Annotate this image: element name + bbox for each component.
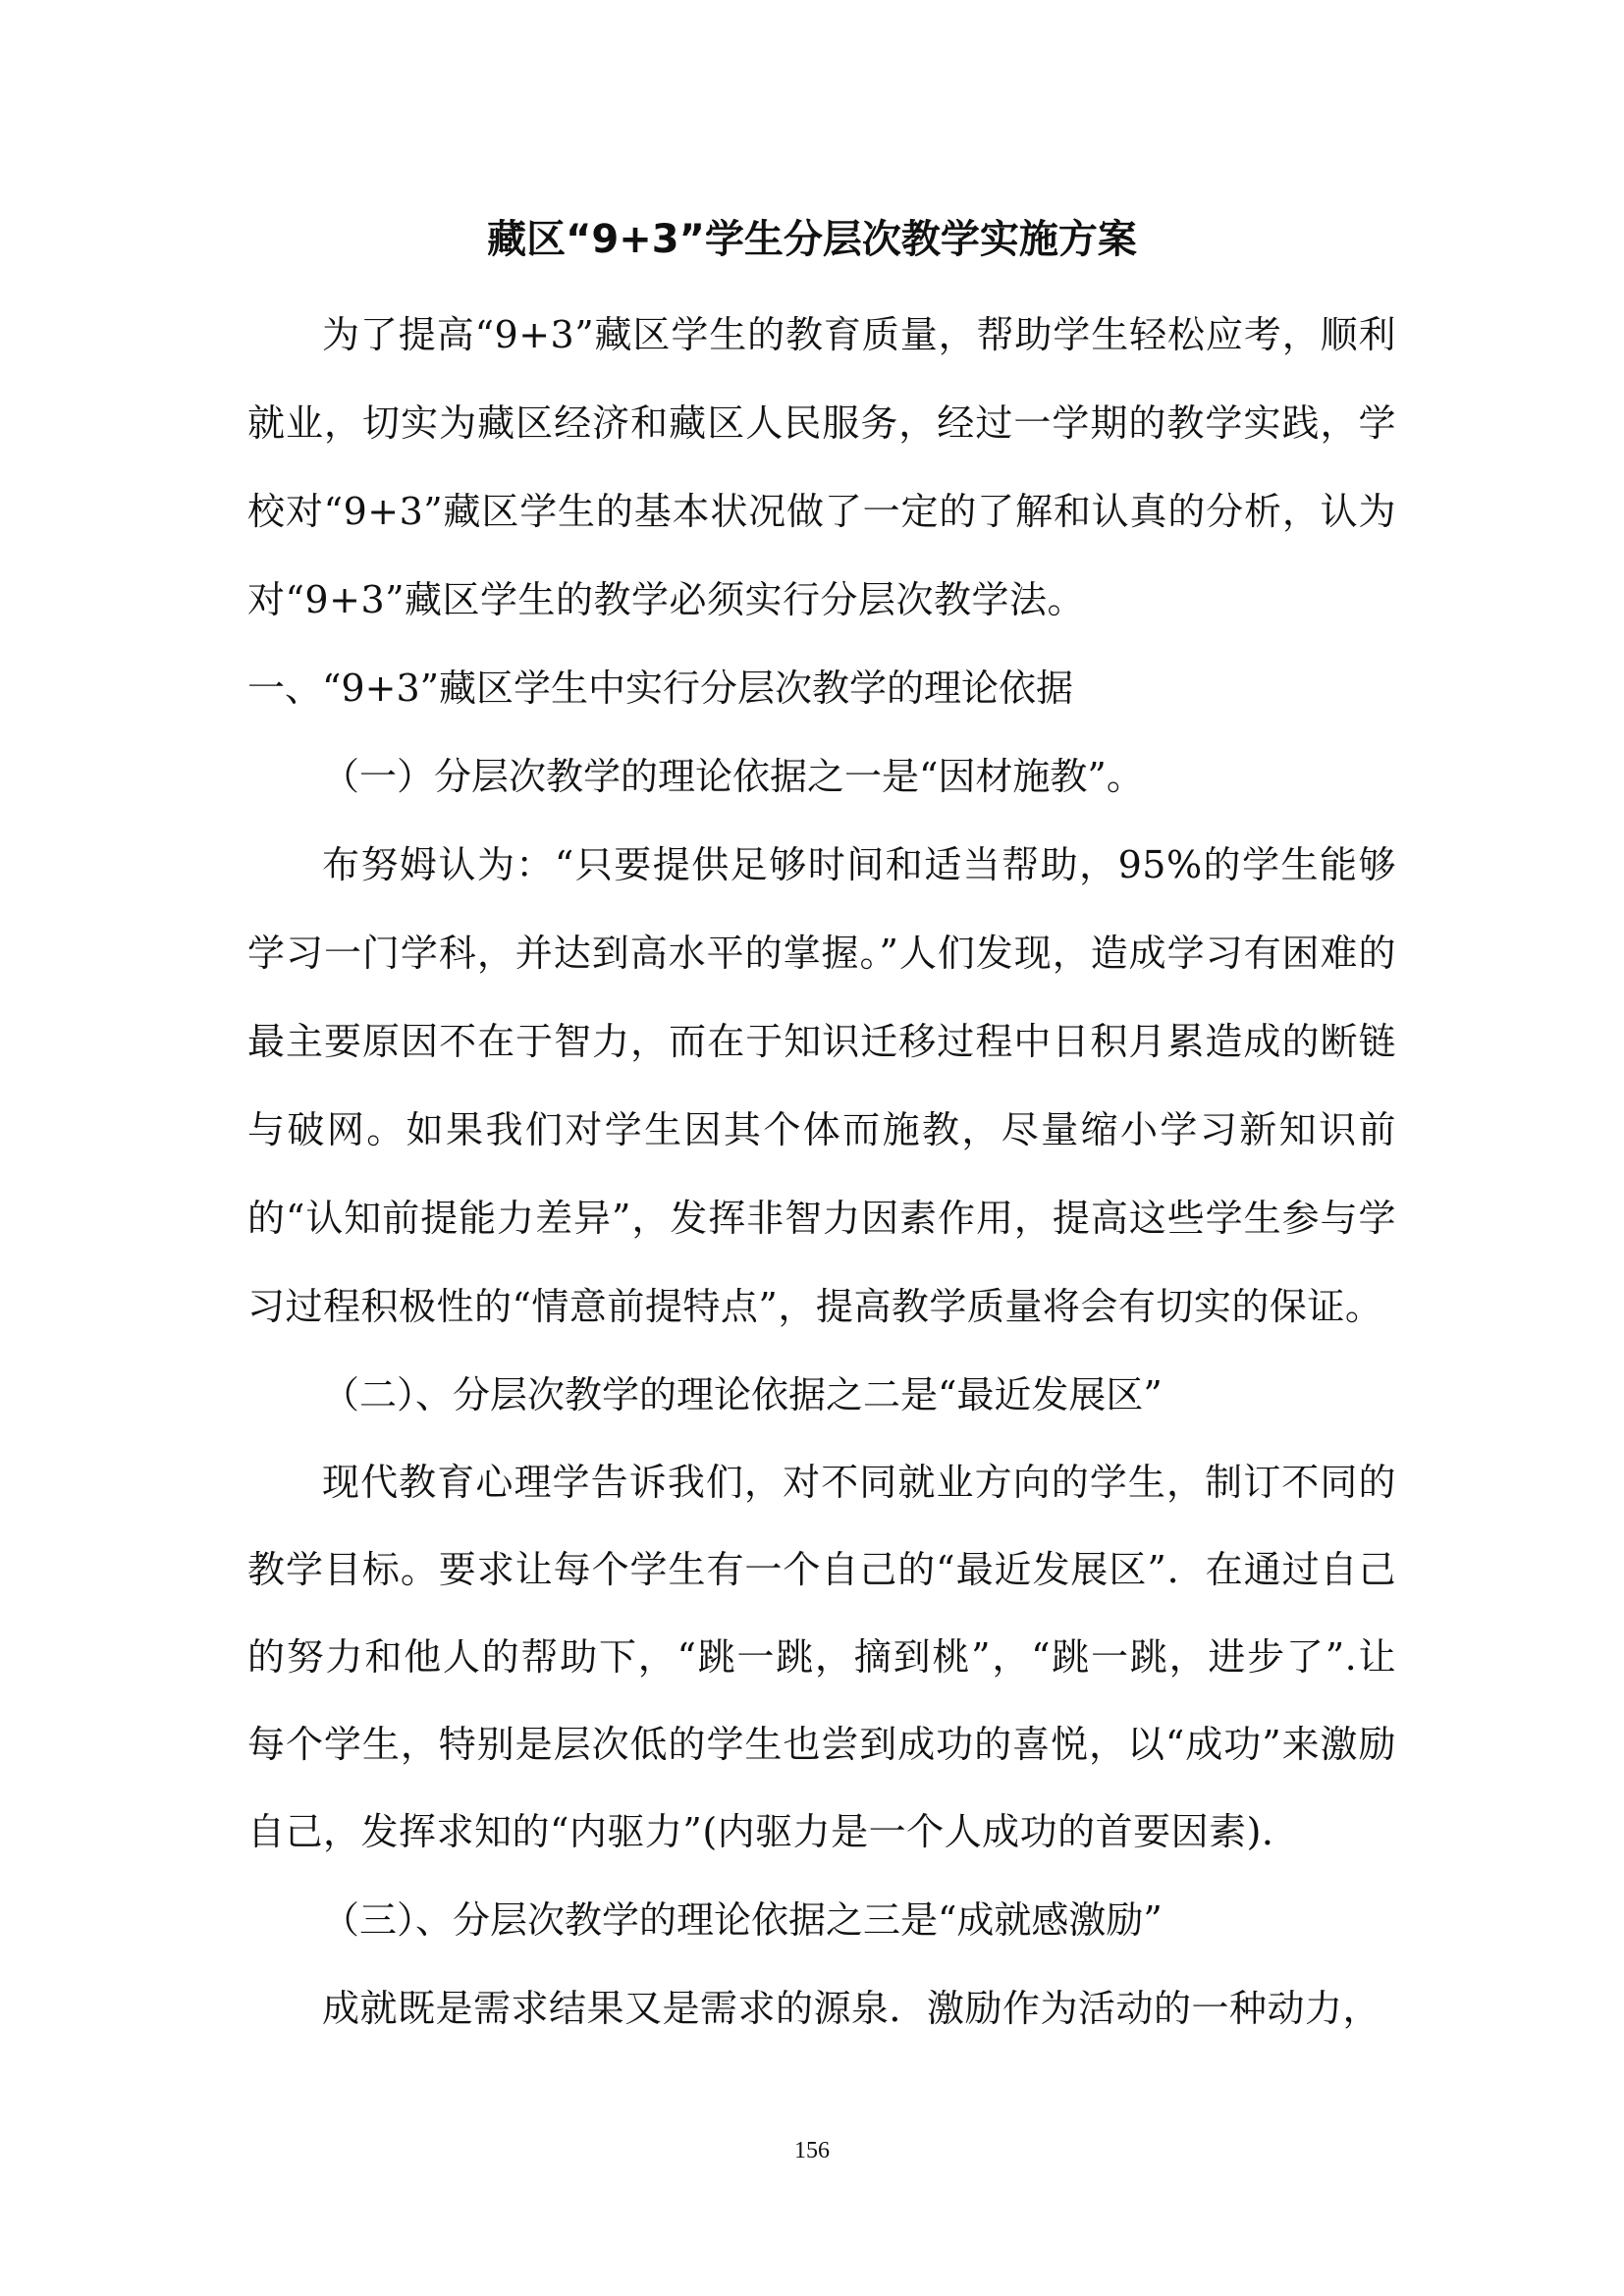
section-heading-1: 一、“9+3”藏区学生中实行分层次教学的理论依据 — [247, 667, 1074, 710]
paragraph-bloom: 布努姆认为：“只要提供足够时间和适当帮助，95%的学生能够学习一门学科，并达到高水平的掌握。”人们发现，造成学习有困难的最主要原因不在于智力，而在于知识迁移过程中日积月累造成的断链与破网。如果我们对学生因其个体而施教，尽量缩小学习新知识前的“认知前提能力差异”，发挥非智力因素作用，提高这些学生参与学习过程积极性的“情意前提特点”，提高教学质量将会有切实的保证。 — [247, 843, 1396, 1328]
intro-paragraph: 为了提高“9+3”藏区学生的教育质量，帮助学生轻松应考，顺利就业，切实为藏区经济和藏区人民服务，经过一学期的教学实践，学校对“9+3”藏区学生的基本状况做了一定的了解和认真的分析，认为对“9+3”藏区学生的教学必须实行分层次教学法。 — [247, 313, 1396, 621]
paragraph-achievement: 成就既是需求结果又是需求的源泉．激励作为活动的一种动力， — [322, 1987, 1381, 2030]
paragraph-zone: 现代教育心理学告诉我们，对不同就业方向的学生，制订不同的教学目标。要求让每个学生有一个自己的“最近发展区”．在通过自己的努力和他人的帮助下，“跳一跳，摘到桃”，“跳一跳，进步了”.让每个学生，特别是层次低的学生也尝到成功的喜悦，以“成功”来激励自己，发挥求知的“内驱力”(内驱力是一个人成功的首要因素)． — [247, 1461, 1396, 1853]
page-number: 156 — [794, 2138, 830, 2163]
document-body — [247, 291, 1396, 2053]
subsection-heading-1: （一）分层次教学的理论依据之一是“因材施教”。 — [322, 755, 1144, 798]
subsection-heading-2: （二）、分层次教学的理论依据之二是“最近发展区” — [322, 1373, 1163, 1416]
document-title: 藏区“9+3”学生分层次教学实施方案 — [487, 217, 1137, 262]
subsection-heading-3: （三）、分层次教学的理论依据之三是“成就感激励” — [322, 1898, 1163, 1942]
